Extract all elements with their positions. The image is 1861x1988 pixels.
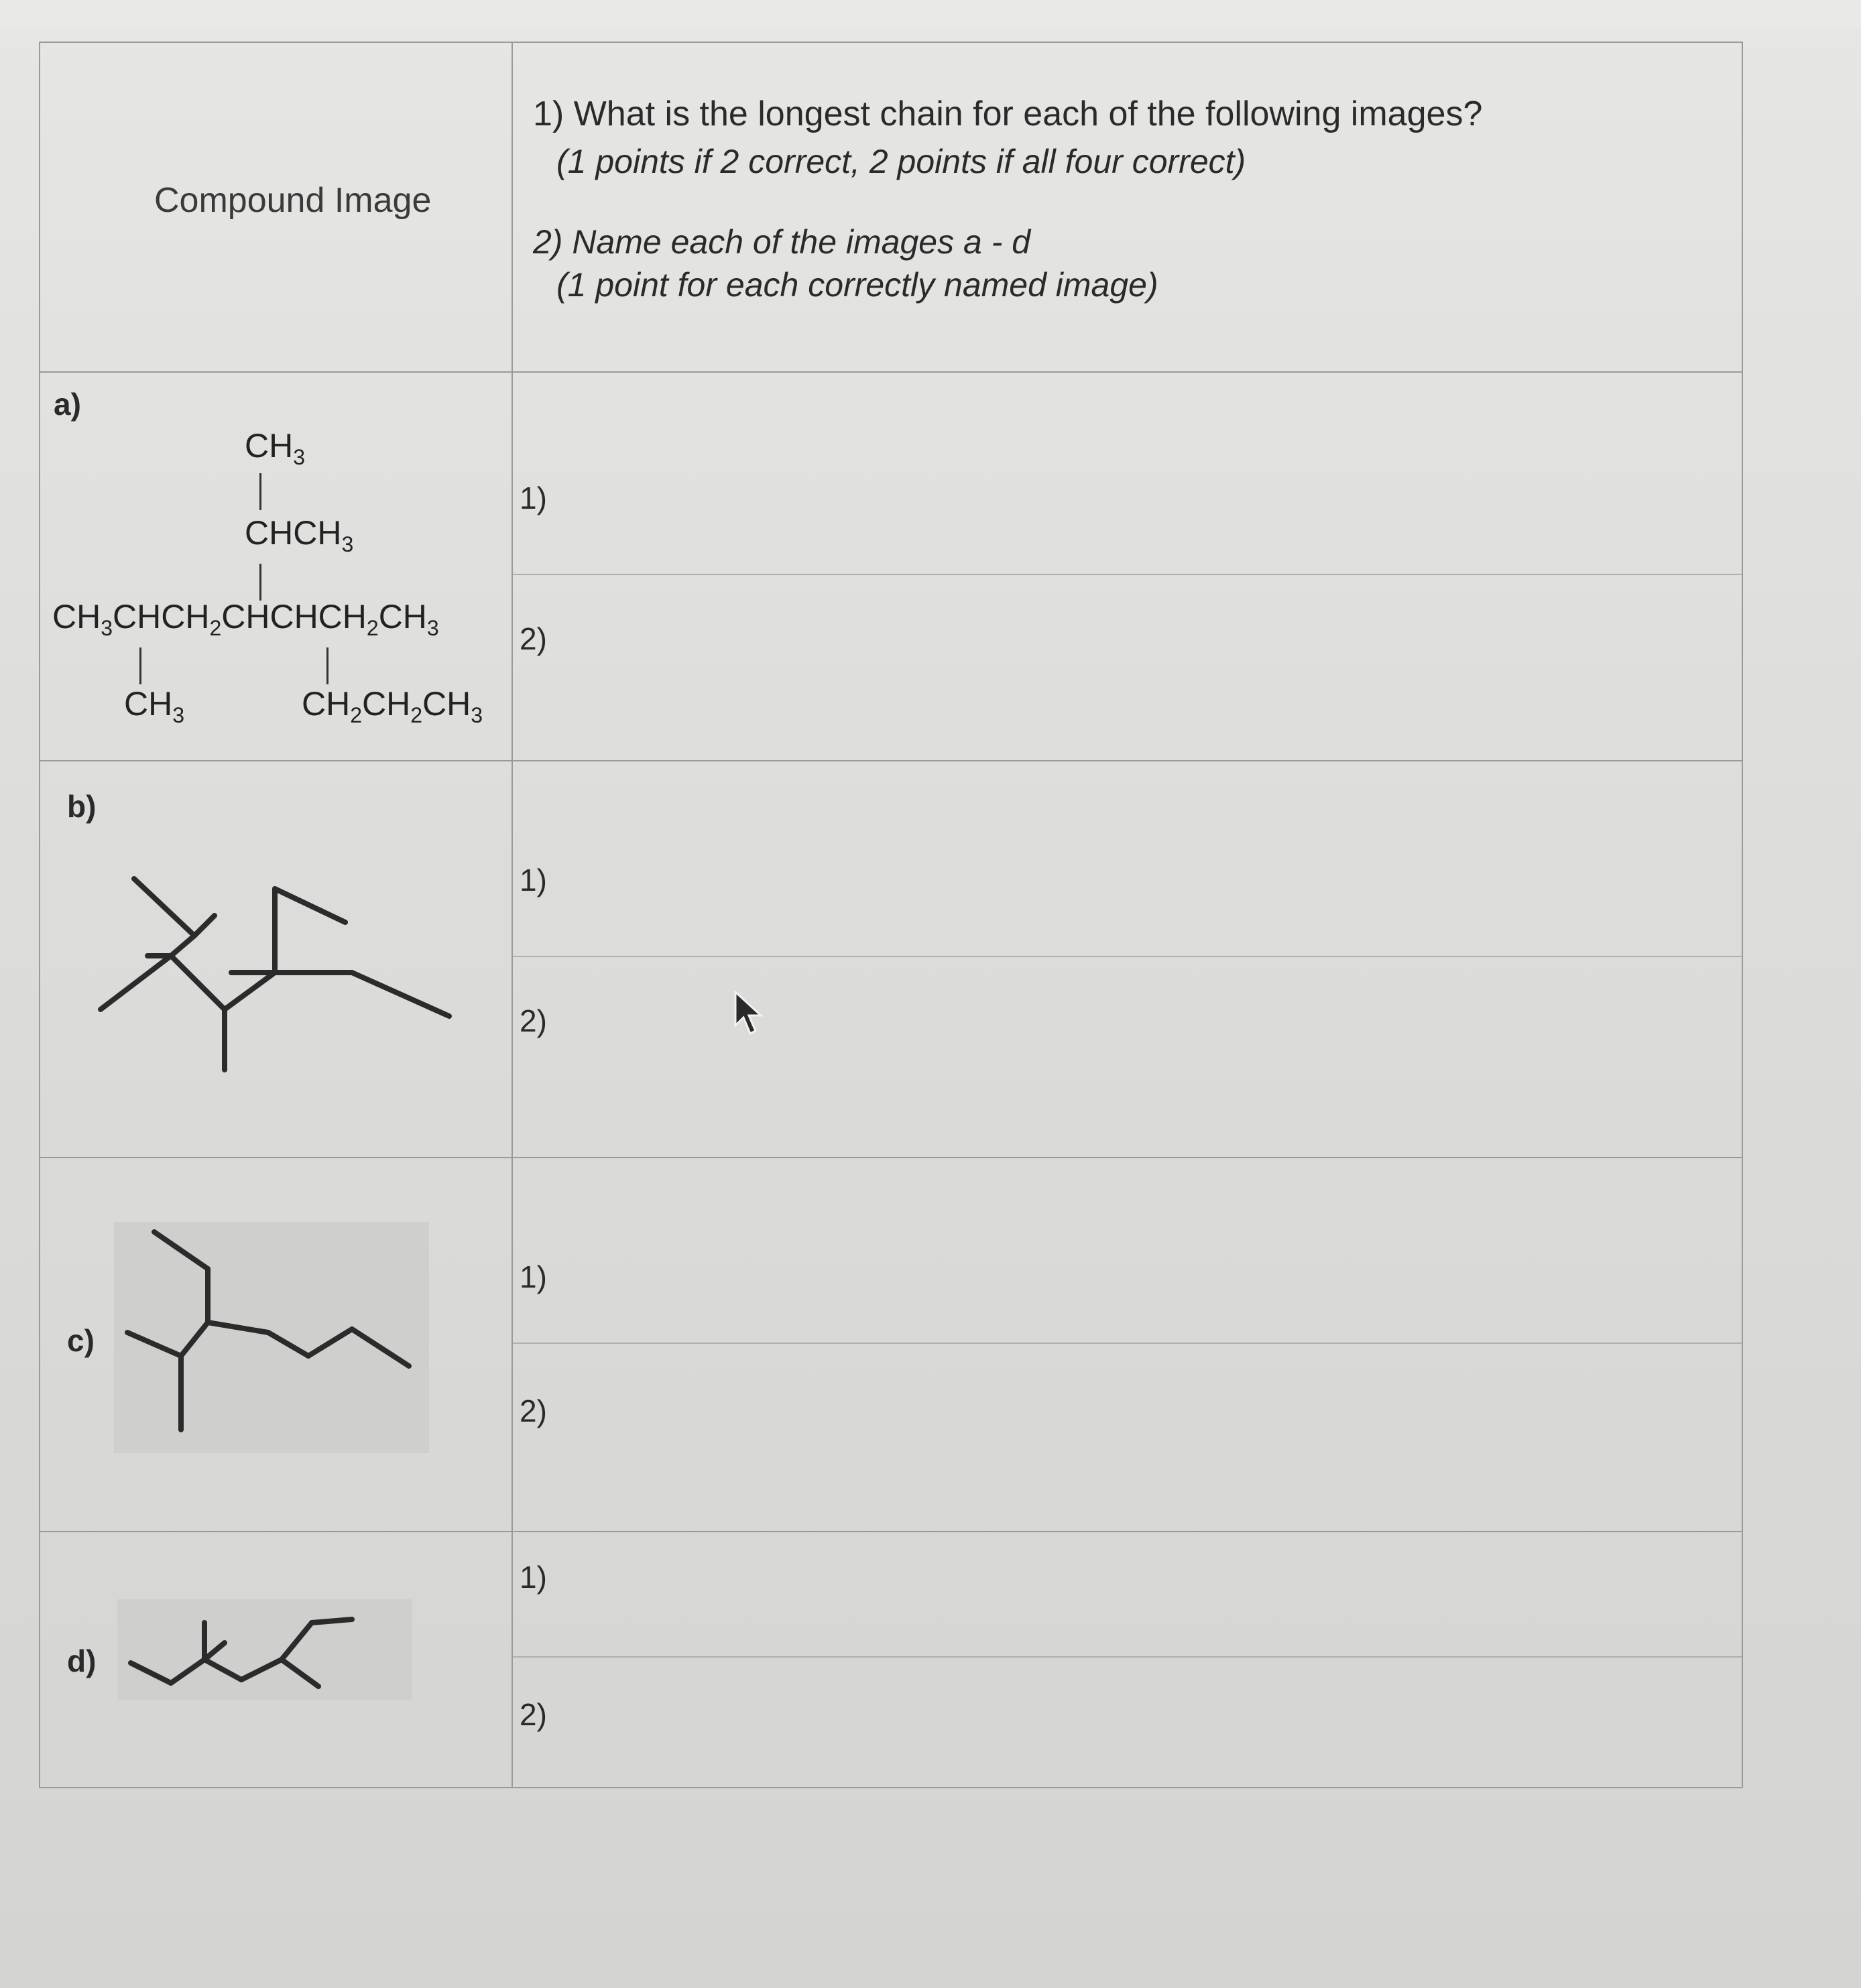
row-label-a: a) (54, 387, 81, 422)
row-b (40, 761, 1742, 1158)
answers-d-cell (512, 1532, 1742, 1788)
bond-c-7 (268, 1332, 308, 1356)
answers-c-cell (512, 1158, 1742, 1532)
bond-d-6 (241, 1660, 282, 1680)
bond-d-8 (282, 1623, 312, 1660)
bond-b-2 (194, 916, 215, 936)
bond-b-6 (171, 956, 225, 1009)
compound-d-cell (40, 1532, 512, 1788)
answer-b-1: 1) (520, 863, 547, 897)
skeletal-structure-b (94, 849, 469, 1117)
formula-a-top-ch3: $CH_3$ (245, 427, 306, 469)
bond-c-4 (127, 1332, 181, 1356)
compound-c-cell (40, 1158, 512, 1532)
answer-a-1: 1) (520, 481, 547, 515)
bond-b-5 (101, 956, 171, 1009)
answer-c-divider (513, 1343, 1742, 1344)
question-2-text: 2) Name each of the images a - d (533, 223, 1031, 261)
row-label-d: d) (67, 1643, 97, 1678)
question-2-points: (1 point for each correctly named image) (556, 266, 1158, 304)
bond-d-5 (204, 1660, 241, 1680)
answer-a-2: 2) (520, 621, 547, 656)
row-label-b: b) (67, 789, 97, 824)
answer-b-divider (513, 956, 1742, 957)
formula-a-propyl: $CH_2CH_2CH_3$ (302, 685, 483, 727)
header-row (40, 42, 1742, 372)
worksheet-table (39, 42, 1743, 1788)
answers-a-cell (512, 372, 1742, 761)
compound-image-label: Compound Image (154, 181, 432, 220)
bond-d-7 (282, 1660, 318, 1686)
formula-a-bottom-ch3: $CH_3$ (124, 685, 185, 727)
row-c (40, 1158, 1742, 1532)
skeletal-structure-d (117, 1599, 412, 1700)
row-a (40, 372, 1742, 761)
question-1-points: (1 points if 2 correct, 2 points if all four correct) (556, 143, 1246, 180)
answer-a-divider (513, 574, 1742, 575)
compound-header-cell (40, 42, 512, 372)
bond-b-3 (171, 936, 194, 956)
bond-c-1 (154, 1232, 208, 1269)
compound-b-cell (40, 761, 512, 1158)
bond-c-8 (308, 1329, 352, 1356)
skeletal-structure-c (114, 1222, 429, 1453)
bond-a-1 (259, 473, 261, 510)
bond-d-1 (131, 1663, 171, 1683)
question-1-text: What is the longest chain for each of the following images? (573, 95, 1483, 133)
row-label-c: c) (67, 1323, 95, 1358)
top-band (0, 0, 1861, 27)
compound-a-cell (40, 372, 512, 761)
answer-c-1: 1) (520, 1259, 547, 1294)
question-1 (533, 97, 1482, 131)
row-d (40, 1532, 1742, 1788)
bond-d-3 (204, 1643, 225, 1660)
answers-b-cell (512, 761, 1742, 1158)
bond-a-3 (139, 647, 141, 684)
answer-c-2: 2) (520, 1393, 547, 1428)
bond-b-1 (134, 879, 194, 936)
bond-c-3 (181, 1322, 208, 1356)
bond-c-9 (352, 1329, 409, 1366)
bond-c-6 (208, 1322, 268, 1332)
instructions (533, 97, 1482, 302)
answer-d-1: 1) (520, 1560, 547, 1595)
bond-b-8 (225, 973, 275, 1009)
instructions-cell (512, 42, 1742, 372)
answer-d-divider (513, 1656, 1742, 1658)
bond-a-2 (259, 564, 261, 601)
question-1-number: 1) (533, 95, 564, 133)
bond-b-12 (352, 973, 449, 1016)
bond-b-10 (275, 889, 345, 922)
formula-a-main-chain: $CH_3CHCH_2CHCHCH_2CH_3$ (52, 598, 439, 640)
answer-d-2: 2) (520, 1697, 547, 1732)
formula-a-chch3: $CHCH_3$ (245, 514, 354, 556)
bond-d-9 (312, 1619, 352, 1623)
bond-a-4 (326, 647, 328, 684)
bond-d-2 (171, 1660, 204, 1683)
answer-b-2: 2) (520, 1003, 547, 1038)
